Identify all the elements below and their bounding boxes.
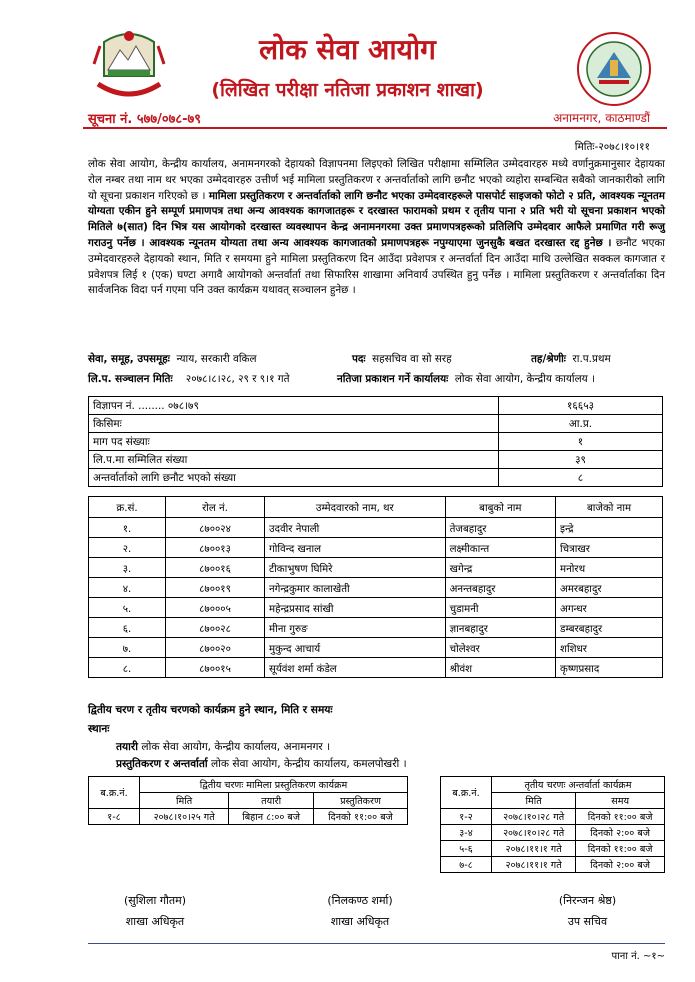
summary-value: ३९	[499, 451, 663, 469]
cell-serial: २.	[89, 538, 166, 558]
summary-value: १६६५३	[499, 397, 663, 415]
table-row	[89, 618, 663, 638]
cell-serial: ८.	[89, 658, 166, 678]
cell-father: ज्ञानबहादुर	[445, 618, 555, 638]
cell-time: दिनको २:०० बजे	[576, 825, 665, 841]
exam-date-label: लि.प. सञ्चालन मितिः २०७८।८।२८, २९ र ९।१ गते	[88, 373, 290, 385]
cell-grandfather: चित्राखर	[556, 538, 663, 558]
venue-prep-label: तयारी	[116, 741, 139, 753]
col-serial: क्र.सं.	[89, 497, 166, 518]
cell-grandfather: अगन्धर	[556, 598, 663, 618]
table-row	[89, 638, 663, 658]
cell-roll: ८७०००५	[166, 598, 265, 618]
venue-place-label: स्थानः	[88, 723, 110, 735]
summary-label: लि.प.मा सम्मिलित संख्या	[89, 451, 499, 469]
stage2-col-presentation: प्रस्तुतिकरण	[313, 793, 407, 809]
exam-date-value: २०७८।८।२८, २९ र ९।१ गते	[185, 373, 290, 385]
summary-table	[88, 396, 663, 487]
page-title: लोक सेवा आयोग	[259, 33, 436, 66]
venue-pres-label: प्रस्तुतिकरण र अन्तर्वार्ता	[116, 758, 208, 770]
cell-candidate: गोविन्द खनाल	[265, 538, 446, 558]
results-header-row	[89, 497, 663, 518]
cell-candidate: नगेन्द्रकुमार कालाखेती	[265, 578, 446, 598]
table-row	[89, 658, 663, 678]
venue-pres-line	[116, 757, 407, 771]
page-subtitle: (लिखित परीक्षा नतिजा प्रकाशन शाखा)	[211, 79, 484, 101]
signatory-title: उप सचिव	[567, 915, 608, 928]
cell-father: खगेन्द्र	[445, 558, 555, 578]
cell-roll-range: ७-८	[441, 857, 492, 873]
stage2-col-prep: तयारी	[229, 793, 314, 809]
stage3-title: तृतीय चरणः अन्तर्वार्ता कार्यक्रम	[492, 777, 665, 793]
cell-father: श्रीवंश	[445, 658, 555, 678]
summary-row	[89, 397, 663, 415]
cell-time: दिनको ११:०० बजे	[576, 841, 665, 857]
cell-time: दिनको ११:०० बजे	[576, 809, 665, 825]
table-row	[441, 841, 665, 857]
notice-body	[88, 157, 665, 299]
cell-date: २०७८।१०।२८ गते	[492, 825, 576, 841]
table-row	[89, 538, 663, 558]
venue-heading: द्वितीय चरण र तृतीय चरणको कार्यक्रम हुने स्थान, मिति र समयः	[88, 704, 333, 716]
summary-label: किसिमः	[89, 415, 499, 433]
cell-roll-range: ५-६	[441, 841, 492, 857]
paragraph-intro: लोक सेवा आयोग, केन्द्रीय कार्यालय, अनामनगरको देहायको विज्ञापनमा लिइएको लिखित परीक्षामा सम्मिलित उम्मेदवारहरु मध्ये वर्णानुक्रमानुसार देहायका रोल नम्बर तथा नाम थर भएका उम्मेदवारहरु उत्तीर्ण भई मामिला प्रस्तुतिकरण र अन्तर्वार्ताको लागि छनौट भएको व्यहोरा सम्बन्धित सबैको जानकारीको लागि यो सूचना प्रकाशन गरिएको छ ।	[88, 158, 665, 202]
cell-father: चुडामनी	[445, 598, 555, 618]
service-group-value: न्याय, सरकारी वकिल	[176, 353, 257, 365]
cell-candidate: टीकाभुषण घिमिरे	[265, 558, 446, 578]
stage2-title: द्वितीय चरणः मामिला प्रस्तुतिकरण कार्यक्रम	[140, 777, 408, 793]
cell-roll: ८७००२४	[166, 518, 265, 538]
signatory-name: (सुशिला गौतम)	[123, 894, 187, 907]
cell-father: लक्ष्मीकान्त	[445, 538, 555, 558]
venue-prep-line	[116, 740, 330, 754]
table-row	[89, 578, 663, 598]
stage3-col-date: मिति	[492, 793, 576, 809]
cell-grandfather: शशिधर	[556, 638, 663, 658]
col-father: बाबुको नाम	[445, 497, 555, 518]
notice-number: सूचना नं. ५७७/०७८-७९	[88, 112, 202, 127]
cell-candidate: महेन्द्रप्रसाद सांखी	[265, 598, 446, 618]
cell-date: २०७८।१०।२५ गते	[140, 809, 229, 825]
post-value: सहसचिव वा सो सरह	[372, 353, 452, 365]
signatory-name: (निलकण्ठ शर्मा)	[327, 894, 393, 907]
summary-value: ८	[499, 469, 663, 487]
page-number: पाना नं. ~१~	[611, 951, 665, 962]
cell-roll-range: १-२	[441, 809, 492, 825]
table-row	[89, 558, 663, 578]
cell-candidate: उदवीर नेपाली	[265, 518, 446, 538]
cell-date: २०७८।११।१ गते	[492, 857, 576, 873]
cell-serial: ३.	[89, 558, 166, 578]
table-row	[89, 518, 663, 538]
footer-divider	[88, 943, 665, 944]
level-value: रा.प.प्रथम	[572, 353, 611, 365]
col-grandfather: बाजेको नाम	[556, 497, 663, 518]
cell-father: चोलेश्वर	[445, 638, 555, 658]
signature-block	[100, 893, 210, 929]
cell-grandfather: इन्द्रे	[556, 518, 663, 538]
service-group-label: सेवा, समूह, उपसमूहः न्याय, सरकारी वकिल	[88, 353, 257, 365]
results-table	[88, 496, 663, 678]
cell-presentation-time: दिनको ११:०० बजे	[313, 809, 407, 825]
stage3-col-roll: ब.क्र.नं.	[441, 777, 492, 809]
summary-row	[89, 433, 663, 451]
summary-row	[89, 415, 663, 433]
col-candidate: उम्मेदवारको नाम, थर	[265, 497, 446, 518]
cell-grandfather: डम्बरबहादुर	[556, 618, 663, 638]
table-row	[441, 809, 665, 825]
notice-date: मितिः-२०७८।१०।११	[574, 141, 650, 153]
signatory-title: शाखा अधिकृत	[125, 915, 185, 928]
cell-roll: ८७००१६	[166, 558, 265, 578]
cell-father: अनन्तबहादुर	[445, 578, 555, 598]
venue-pres-value: लोक सेवा आयोग, केन्द्रीय कार्यालय, कमलपोखरी ।	[211, 758, 407, 770]
paragraph-attendance: छनौट भएका उम्मेदवारहरुले देहायको स्थान, मिति र समयमा हुने मामिला प्रस्तुतिकरण दिन आउँदा प्रवेशपत्र र अन्तर्वार्ता दिन आउँदा माथि उल्लेखित सक्कल कागजात र प्रवेशपत्र लिई १ (एक) घण्टा अगावै आयोगको अन्तर्वार्ता तथा सिफारिस शाखामा अनिवार्य उपस्थित हुनु पर्नेछ । मामिला प्रस्तुतिकरण र अन्तर्वार्ताका दिन सार्वजनिक विदा पर्न गएमा पनि उक्त कार्यक्रम यथावत् सञ्चालन हुनेछ ।	[88, 236, 665, 297]
venue-prep-value: लोक सेवा आयोग, केन्द्रीय कार्यालय, अनामनगर ।	[141, 741, 331, 753]
location: अनामनगर, काठमाण्डौं	[553, 111, 650, 125]
signature-block	[530, 893, 645, 929]
summary-row	[89, 469, 663, 487]
col-roll: रोल नं.	[166, 497, 265, 518]
cell-serial: ४.	[89, 578, 166, 598]
cell-grandfather: कृष्णप्रसाद	[556, 658, 663, 678]
table-row	[89, 809, 408, 825]
signature-block	[300, 893, 420, 929]
cell-roll: ८७००१५	[166, 658, 265, 678]
cell-candidate: सूर्यवंश शर्मा कंडेल	[265, 658, 446, 678]
cell-serial: ६.	[89, 618, 166, 638]
stage3-col-time: समय	[576, 793, 665, 809]
cell-grandfather: अमरबहादुर	[556, 578, 663, 598]
table-row	[441, 825, 665, 841]
cell-roll: ८७००२०	[166, 638, 265, 658]
stage2-schedule-table	[88, 776, 408, 825]
cell-roll-range: ३-४	[441, 825, 492, 841]
summary-row	[89, 451, 663, 469]
cell-date: २०७८।११।१ गते	[492, 841, 576, 857]
cell-prep-time: बिहान ८:०० बजे	[229, 809, 314, 825]
cell-serial: ५.	[89, 598, 166, 618]
cell-serial: १.	[89, 518, 166, 538]
stage2-col-roll: ब.क्र.नं.	[89, 777, 140, 809]
cell-roll-range: १-८	[89, 809, 140, 825]
cell-date: २०७८।१०।२८ गते	[492, 809, 576, 825]
summary-label: अन्तर्वार्ताको लागि छनौट भएको संख्या	[89, 469, 499, 487]
summary-value: १	[499, 433, 663, 451]
cell-grandfather: मनोरथ	[556, 558, 663, 578]
cell-candidate: मुकुन्द आचार्य	[265, 638, 446, 658]
level-label: तह/श्रेणीः रा.प.प्रथम	[531, 353, 611, 365]
post-label: पदः सहसचिव वा सो सरह	[352, 353, 452, 365]
office-value: लोक सेवा आयोग, केन्द्रीय कार्यालय ।	[454, 373, 595, 385]
cell-father: तेजबहादुर	[445, 518, 555, 538]
cell-roll: ८७००१३	[166, 538, 265, 558]
summary-label: विज्ञापन नं. ........ ०७८।७९	[89, 397, 499, 415]
cell-time: दिनको २:०० बजे	[576, 857, 665, 873]
signatory-title: शाखा अधिकृत	[330, 915, 390, 928]
paragraph-instructions: मामिला प्रस्तुतिकरण र अन्तर्वार्ताको लागि छनौट भएका उम्मेदवारहरूले पासपोर्ट साइजको फोटो २ प्रति, आवश्यक न्यूनतम योग्यता एकीन हुने सम्पूर्ण प्रमाणपत्र तथा अन्य आवश्यक कागजातहरू र दरखास्त फारामको प्रथम र तृतीय पाना २ प्रति भरी यो सूचना प्रकाशन भएको मितिले ७(सात) दिन भित्र यस आयोगको दरखास्त व्यवस्थापन केन्द्र अनामनगरमा उक्त प्रमाणपत्रहरूको प्रतिलिपि उम्मेदवार आफैले प्रमाणित गरी रूजु गराउनु पर्नेछ । आवश्यक न्यूनतम योग्यता तथा अन्य आवश्यक कागजातको प्रमाणपत्रहरू नपुग्याएमा जुनसुकै बखत दरखास्त रद्द हुनेछ ।	[88, 189, 665, 249]
table-row	[89, 598, 663, 618]
header-divider	[83, 127, 667, 129]
stage2-col-date: मिति	[140, 793, 229, 809]
cell-roll: ८७००१९	[166, 578, 265, 598]
signatory-name: (निरन्जन श्रेष्ठ)	[558, 894, 617, 907]
summary-label: माग पद संख्याः	[89, 433, 499, 451]
cell-roll: ८७००२८	[166, 618, 265, 638]
cell-candidate: मीना गुरुङ	[265, 618, 446, 638]
table-row	[441, 857, 665, 873]
cell-serial: ७.	[89, 638, 166, 658]
stage3-schedule-table	[440, 776, 665, 873]
office-label: नतिजा प्रकाशन गर्ने कार्यालयः लोक सेवा आयोग, केन्द्रीय कार्यालय ।	[337, 373, 595, 385]
summary-value: आ.प्र.	[499, 415, 663, 433]
